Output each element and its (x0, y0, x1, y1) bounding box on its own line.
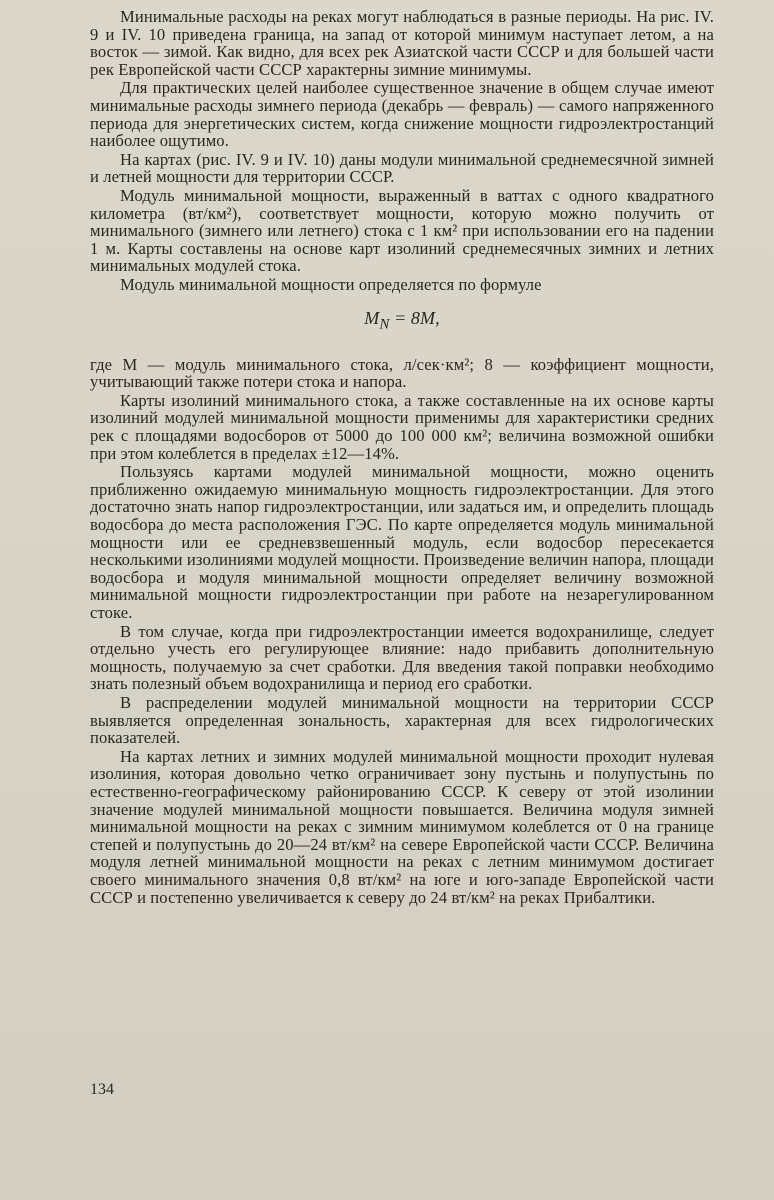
formula-sub: N (379, 316, 390, 333)
formula-rest: = 8M, (389, 307, 440, 328)
paragraph-4: Модуль минимальной мощности, выраженный в ваттах с одного квадратного километра (вт/км²), соответствует мощности, которую можно получить от минимального (зимнего или летнего) стока с 1 км² при использовании его на падении 1 м. Карты составлены на основе карт изолиний среднемесячных зимних и летних минимальных модулей стока. (90, 185, 714, 276)
formula (90, 307, 714, 334)
body-text (90, 8, 714, 907)
paragraph-9: В том случае, когда при гидроэлектростанции имеется водохранилище, следует отдельно учесть его регулирующее влияние: надо прибавить дополнительную мощность, получаемую за счет сработки. Для введения такой поправки необходимо знать полезный объем водохранилища и период его сработки. (90, 621, 714, 694)
formula-m: M (364, 307, 380, 328)
paragraph-10: В распределении модулей минимальной мощности на территории СССР выявляется определенная зональность, характерная для всех гидрологических показателей. (90, 692, 714, 748)
paragraph-11: На картах летних и зимних модулей минимальной мощности проходит нулевая изолиния, которая довольно четко ограничивает зону пустынь и полупустынь по естественно-географическому районированию СССР. К северу от этой изолинии значение модулей минимальной мощности повышается. Величина модуля зимней минимальной мощности на реках с зимним минимумом колеблется от 0 на границе степей и полупустынь до 20—24 вт/км² на севере Европейской части СССР. Величина модуля летней минимальной мощности на реках с летним минимумом достигает своего минимального значения 0,8 вт/км² на юге и юго-западе Европейской части СССР и постепенно увеличивается к северу до 24 вт/км² на реках Прибалтики. (90, 746, 714, 907)
paragraph-7: Карты изолиний минимального стока, а также составленные на их основе карты изолиний модулей минимальной мощности применимы для характеристики средних рек с площадями водосборов от 5000 до 100 000 км²; величина возможной ошибки при этом колеблется в пределах ±12—14%. (90, 390, 714, 463)
paragraph-8: Пользуясь картами модулей минимальной мощности, можно оценить приближенно ожидаемую минимальную мощность гидроэлектростанции. Для этого достаточно знать напор гидроэлектростанции, или задаться им, и определить площадь водосбора до места расположения ГЭС. По карте определяется модуль минимальной мощности или ее средневзвешенный модуль, если водосбор пересекается несколькими изолиниями модулей мощности. Произведение величин напора, площади водосбора и модуля минимальной мощности определяет величину возможной минимальной мощности гидроэлектростанции при работе на незарегулированном стоке. (90, 462, 714, 622)
paragraph-1: Минимальные расходы на реках могут наблюдаться в разные периоды. На рис. IV. 9 и IV. 10 приведена граница, на запад от которой минимум наступает летом, а на восток — зимой. Как видно, для всех рек Азиатской части СССР и для большей части рек Европейской части СССР характерны зимние минимумы. (90, 7, 714, 79)
page-number: 134 (90, 1081, 114, 1098)
paragraph-5: Модуль минимальной мощности определяется по формуле (120, 274, 542, 294)
paragraph-6: где M — модуль минимального стока, л/сек·км²; 8 — коэффициент мощности, учитывающий также потери стока и напора. (90, 354, 714, 392)
paragraph-2: Для практических целей наиболее существенное значение в общем случае имеют минимальные расходы зимнего периода (декабрь — февраль) — самого напряженного периода для энергетических систем, когда снижение мощности гидроэлектростанций наиболее ощутимо. (90, 78, 714, 151)
paragraph-3: На картах (рис. IV. 9 и IV. 10) даны модули минимальной среднемесячной зимней и летней мощности для территории СССР. (90, 149, 714, 187)
